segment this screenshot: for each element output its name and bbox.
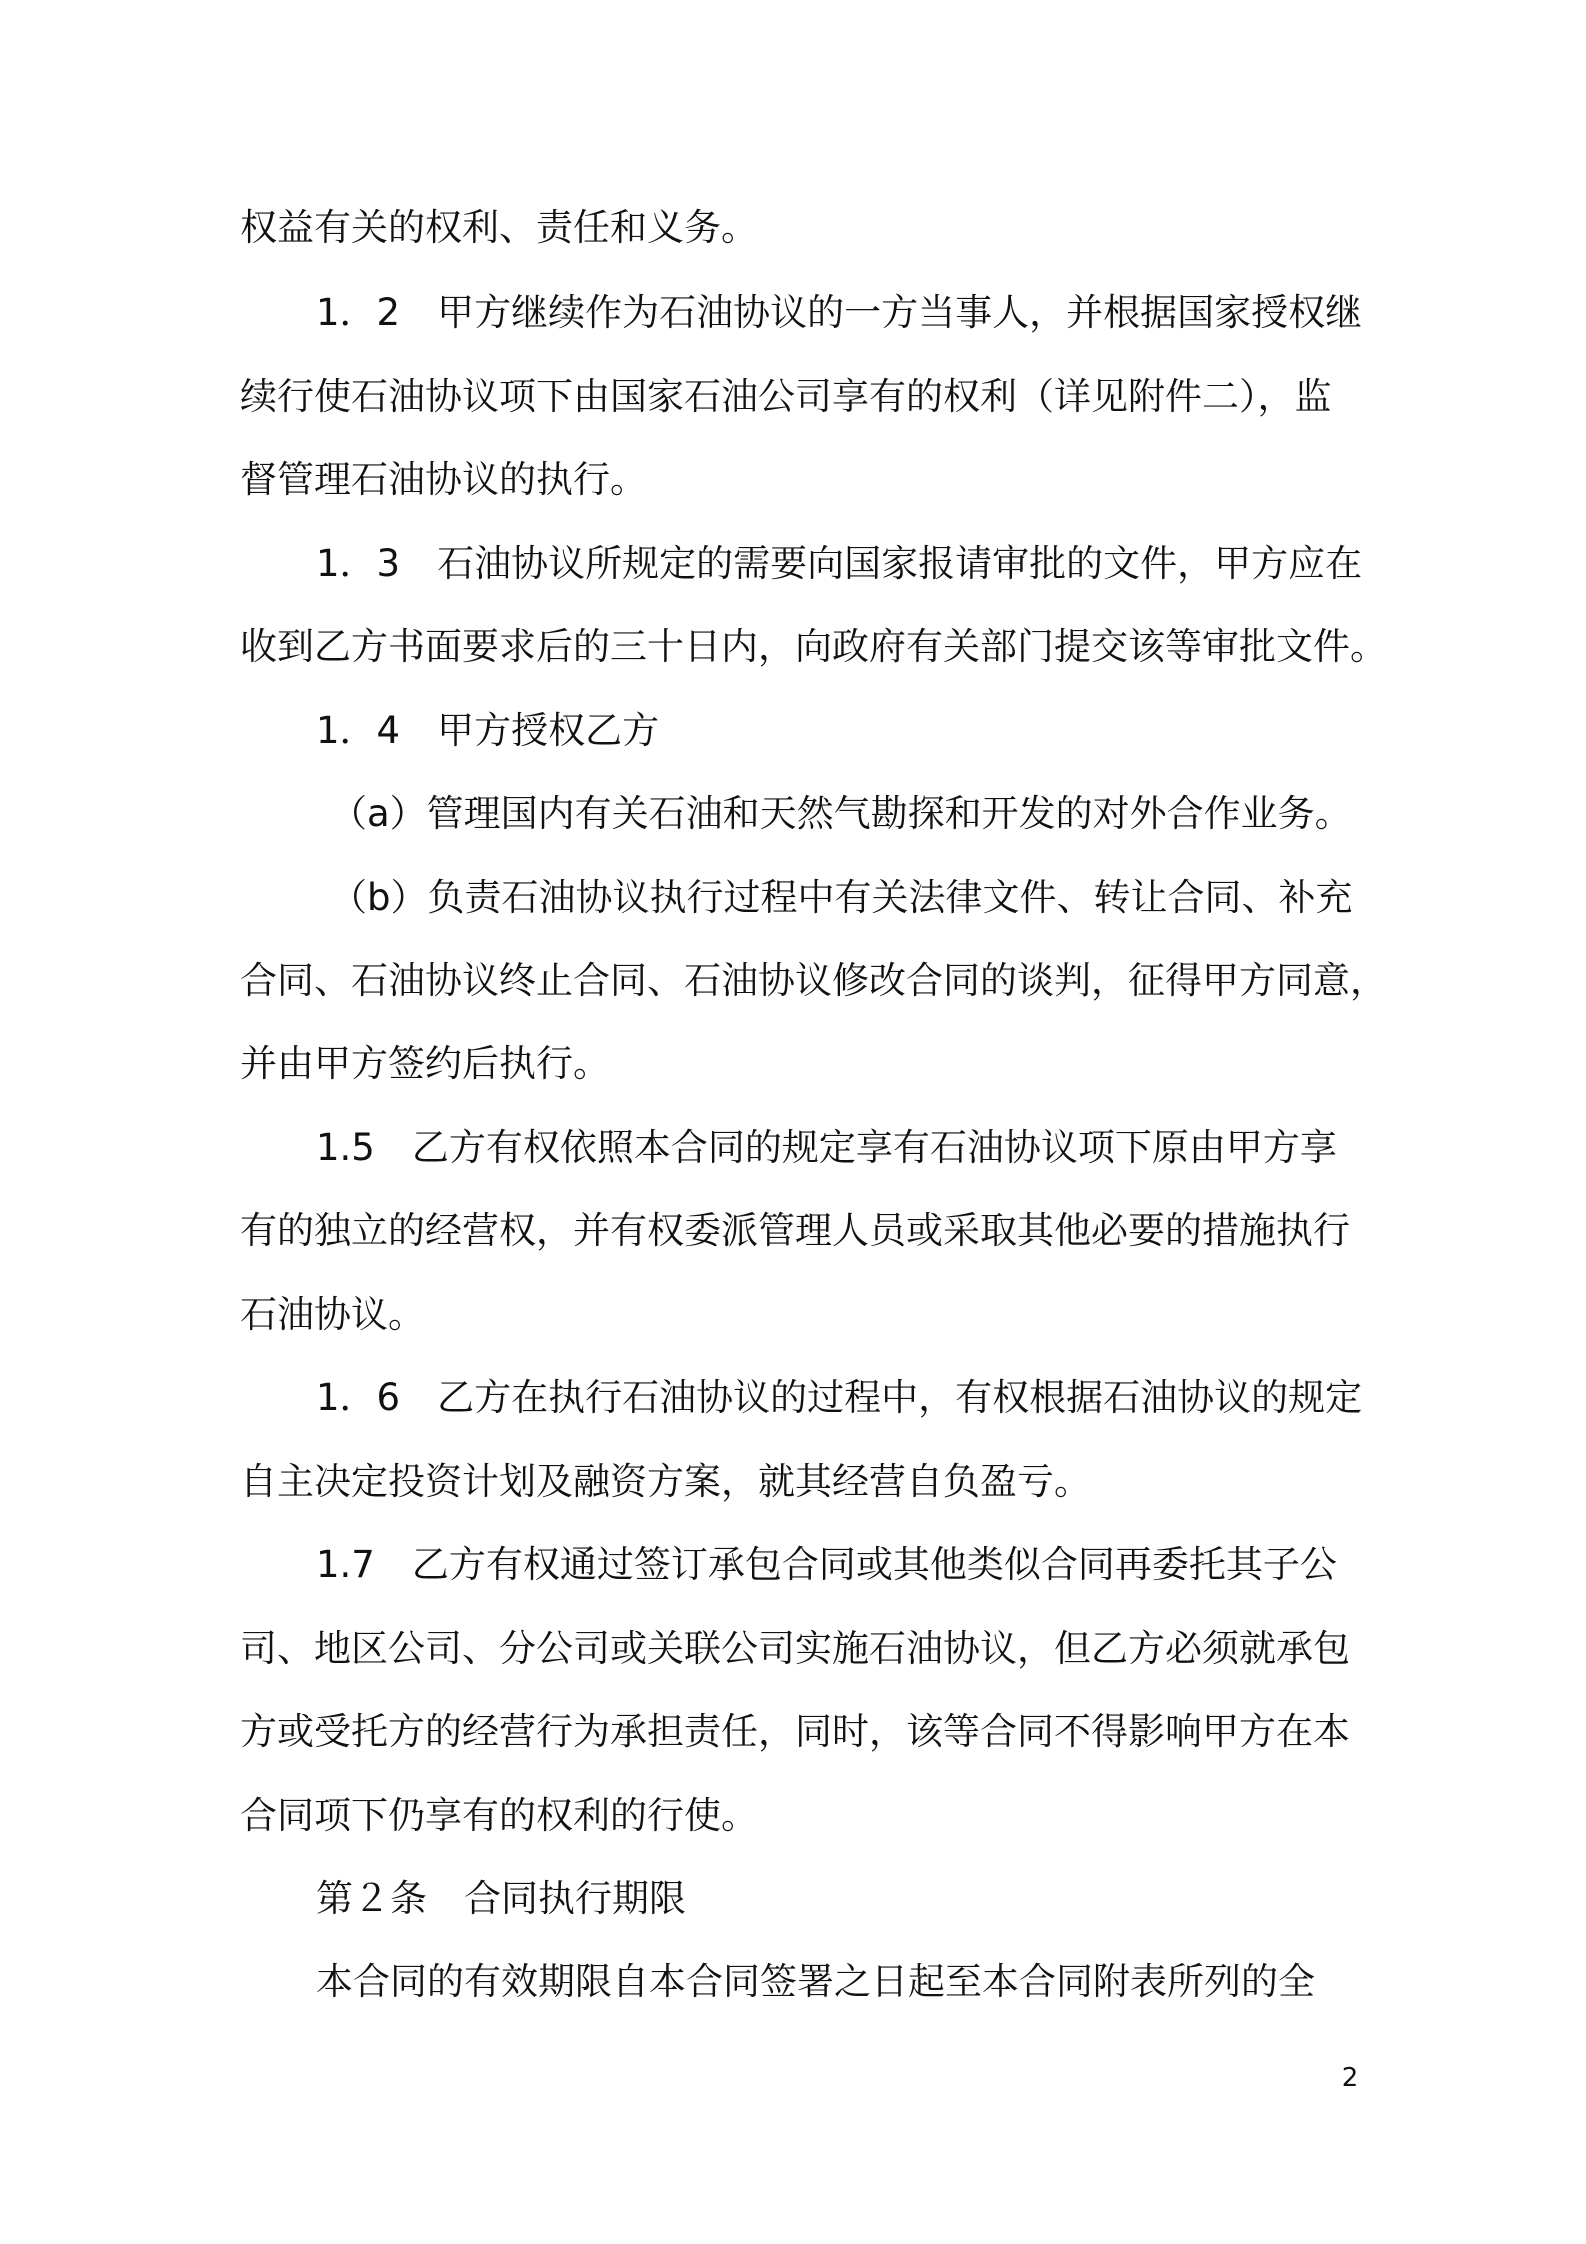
- clause-1-6-line: 1．6 乙方在执行石油协议的过程中，有权根据石油协议的规定: [316, 1376, 1363, 1419]
- paragraph-line: 并由甲方签约后执行。: [240, 1042, 610, 1085]
- paragraph-line: 自主决定投资计划及融资方案，就其经营自负盈亏。: [240, 1460, 1091, 1503]
- paragraph-line: 权益有关的权利、责任和义务。: [240, 206, 758, 249]
- page-number: 2: [1341, 2063, 1359, 2093]
- subclause-a-line: （a）管理国内有关石油和天然气勘探和开发的对外合作业务。: [330, 792, 1352, 835]
- paragraph-line: 续行使石油协议项下由国家石油公司享有的权利（详见附件二），监: [240, 375, 1332, 418]
- article-2-heading: 第２条 合同执行期限: [316, 1877, 686, 1920]
- clause-1-5-line: 1.5 乙方有权依照本合同的规定享有石油协议项下原由甲方享: [316, 1126, 1337, 1169]
- paragraph-line: 石油协议。: [240, 1293, 425, 1336]
- clause-1-3-line: 1．3 石油协议所规定的需要向国家报请审批的文件，甲方应在: [316, 542, 1363, 585]
- subclause-b-line: （b）负责石油协议执行过程中有关法律文件、转让合同、补充: [330, 876, 1353, 919]
- paragraph-line: 司、地区公司、分公司或关联公司实施石油协议，但乙方必须就承包: [240, 1627, 1350, 1670]
- clause-1-2-line: 1．2 甲方继续作为石油协议的一方当事人，并根据国家授权继: [316, 291, 1363, 334]
- paragraph-line: 有的独立的经营权，并有权委派管理人员或采取其他必要的措施执行: [240, 1209, 1350, 1252]
- paragraph-line: 合同、石油协议终止合同、石油协议修改合同的谈判，征得甲方同意，: [240, 959, 1387, 1002]
- clause-1-4-line: 1．4 甲方授权乙方: [316, 709, 660, 752]
- paragraph-line: 合同项下仍享有的权利的行使。: [240, 1794, 758, 1837]
- paragraph-line: 方或受托方的经营行为承担责任，同时，该等合同不得影响甲方在本: [240, 1710, 1350, 1753]
- clause-1-7-line: 1.7 乙方有权通过签订承包合同或其他类似合同再委托其子公: [316, 1543, 1337, 1586]
- paragraph-line: 督管理石油协议的执行。: [240, 458, 647, 501]
- paragraph-line: 收到乙方书面要求后的三十日内，向政府有关部门提交该等审批文件。: [240, 625, 1387, 668]
- article-2-paragraph-line: 本合同的有效期限自本合同签署之日起至本合同附表所列的全: [316, 1960, 1315, 2003]
